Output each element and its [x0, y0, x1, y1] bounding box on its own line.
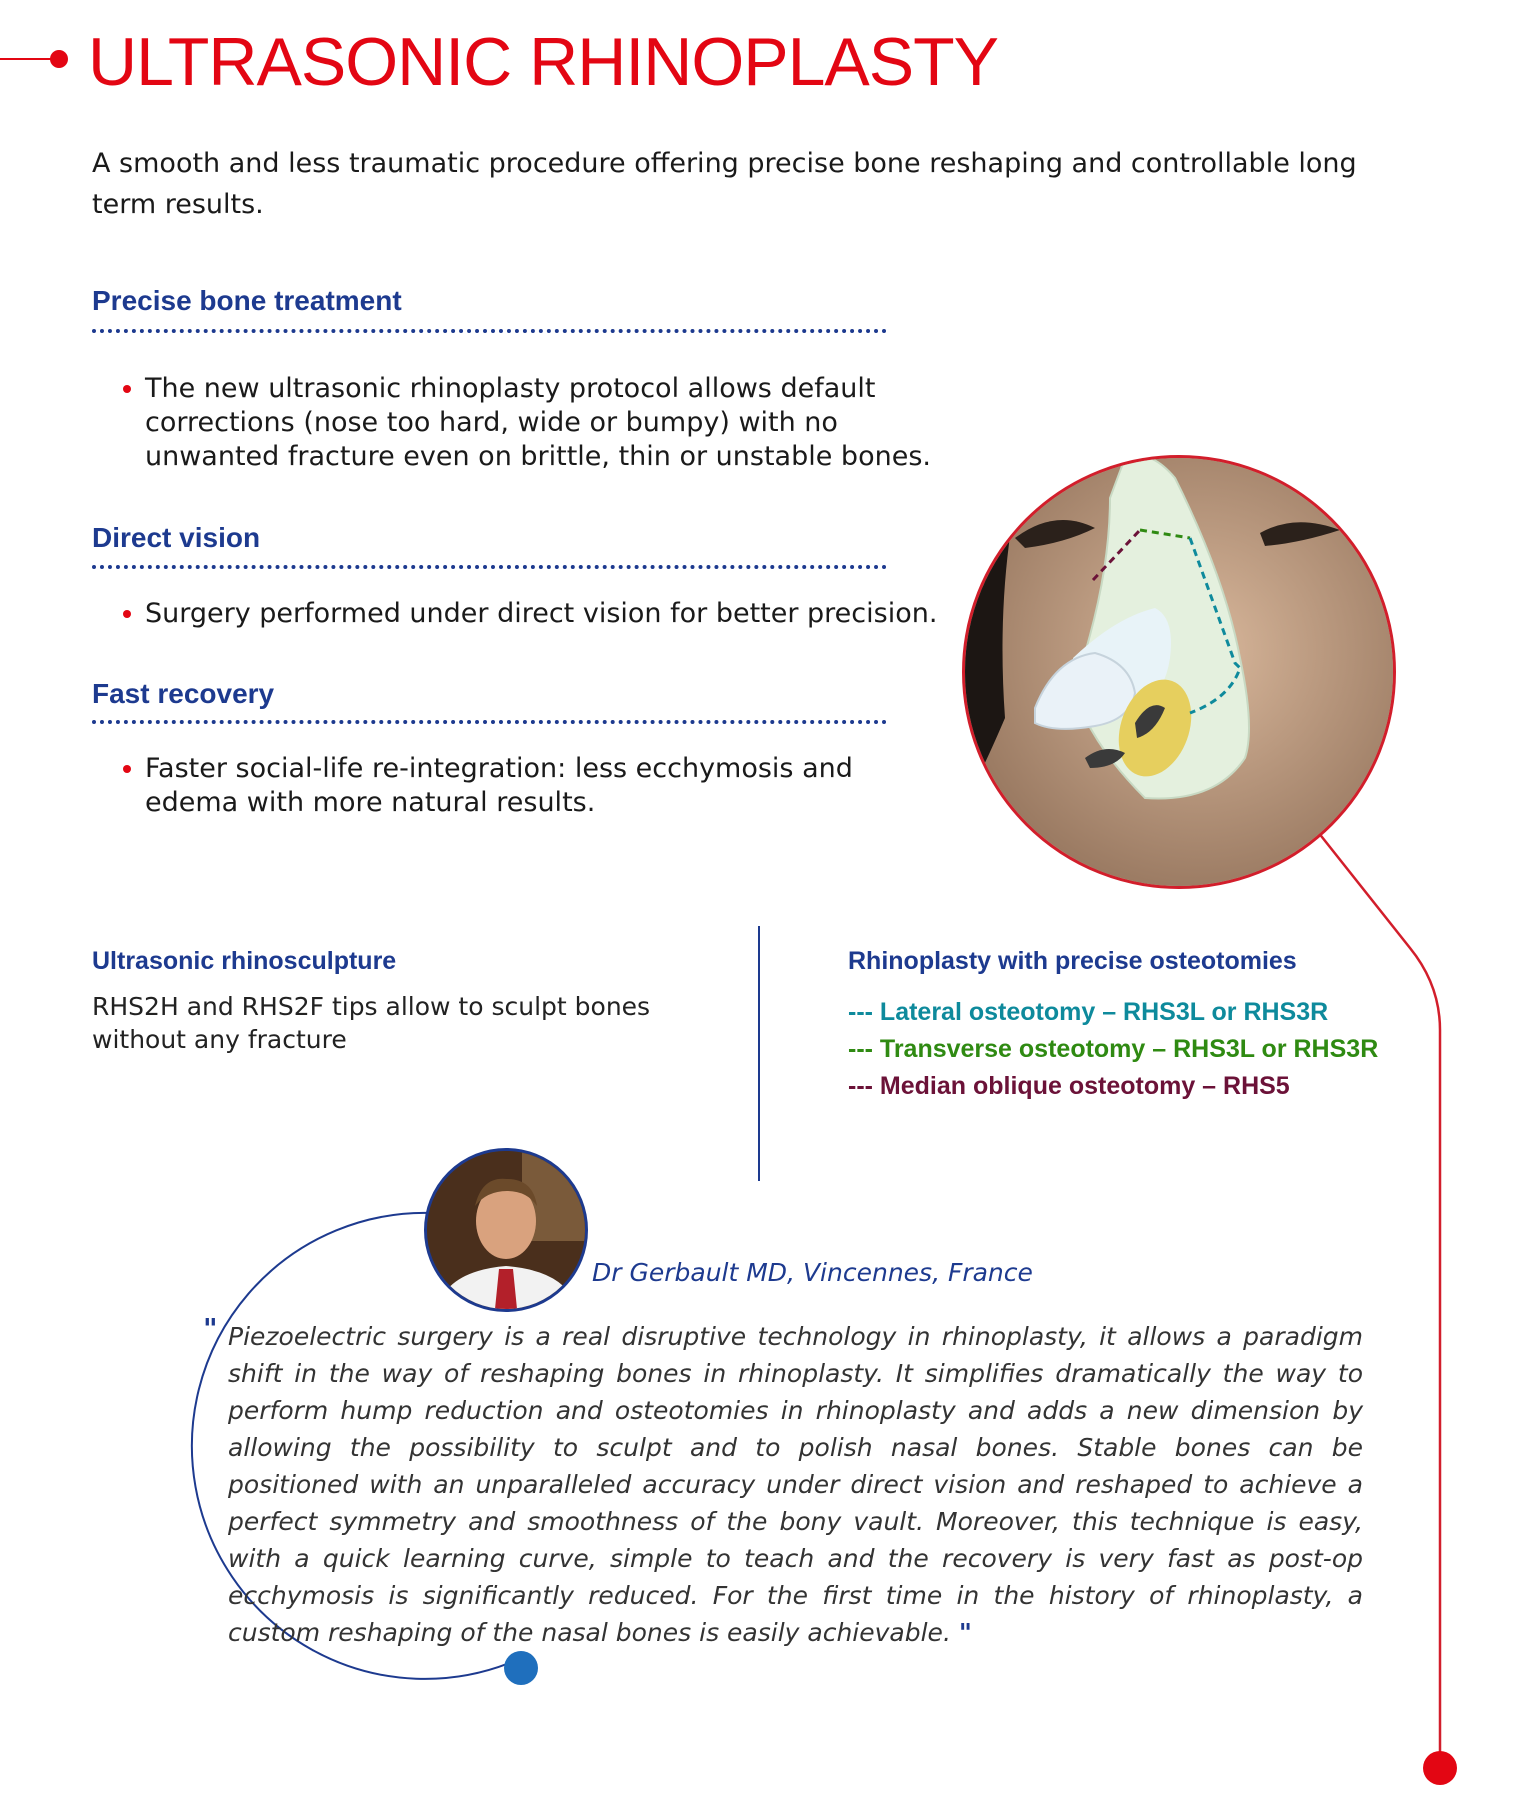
doctor-photo: [424, 1148, 588, 1312]
quote-open-mark: ": [203, 1312, 218, 1345]
testimonial-quote: [228, 1318, 1363, 1651]
rhinosculpture-heading: Ultrasonic rhinosculpture: [92, 947, 397, 975]
bullet-text: The new ultrasonic rhinoplasty protocol allows default corrections (nose too hard, wide or bumpy) with no unwanted fracture even on brittle, thin or unstable bones.: [145, 373, 931, 472]
bullet-text: Faster social-life re-integration: less ecchymosis and edema with more natural results.: [145, 753, 853, 818]
quote-close-mark: ": [958, 1618, 972, 1647]
section-heading-precise-bone: Precise bone treatment: [92, 285, 402, 316]
section-heading-fast-recovery: Fast recovery: [92, 678, 275, 709]
testimonial-quote-text: Piezoelectric surgery is a real disruptive technology in rhinoplasty, it allows a paradigm shift in the way of reshaping bones in rhinoplasty. It simplifies dramatically the way to perform hump reduction and osteotomies in rhinoplasty and adds a new dimension by allowing the possibility to sculpt and to polish nasal bones. Stable bones can be positioned with an unparalleled accuracy under direct vision and reshaped to achieve a perfect symmetry and smoothness of the bony vault. Moreover, this technique is easy, with a quick learning curve, simple to teach and the recovery is very fast as post-op ecchymosis is significantly reduced. For the first time in the history of rhinoplasty, a custom reshaping of the nasal bones is easily achievable.: [228, 1322, 1363, 1647]
osteotomies-heading: Rhinoplasty with precise osteotomies: [848, 947, 1297, 975]
osteotomy-median-oblique: --- Median oblique osteotomy – RHS5: [848, 1072, 1290, 1100]
rhinosculpture-text: RHS2H and RHS2F tips allow to sculpt bones without any fracture: [92, 992, 651, 1054]
osteotomy-lateral: --- Lateral osteotomy – RHS3L or RHS3R: [848, 998, 1329, 1026]
section-heading-direct-vision: Direct vision: [92, 522, 261, 553]
osteotomy-transverse: --- Transverse osteotomy – RHS3L or RHS3R: [848, 1035, 1379, 1063]
bullet-text: Surgery performed under direct vision for better precision.: [145, 598, 938, 629]
testimonial-author: Dr Gerbault MD, Vincennes, France: [592, 1258, 1033, 1287]
blue-arc-dot: [504, 1651, 538, 1685]
page-title: ULTRASONIC RHINOPLASTY: [88, 24, 999, 100]
intro-text: A smooth and less traumatic procedure offering precise bone reshaping and controllable long term results.: [92, 148, 1357, 220]
